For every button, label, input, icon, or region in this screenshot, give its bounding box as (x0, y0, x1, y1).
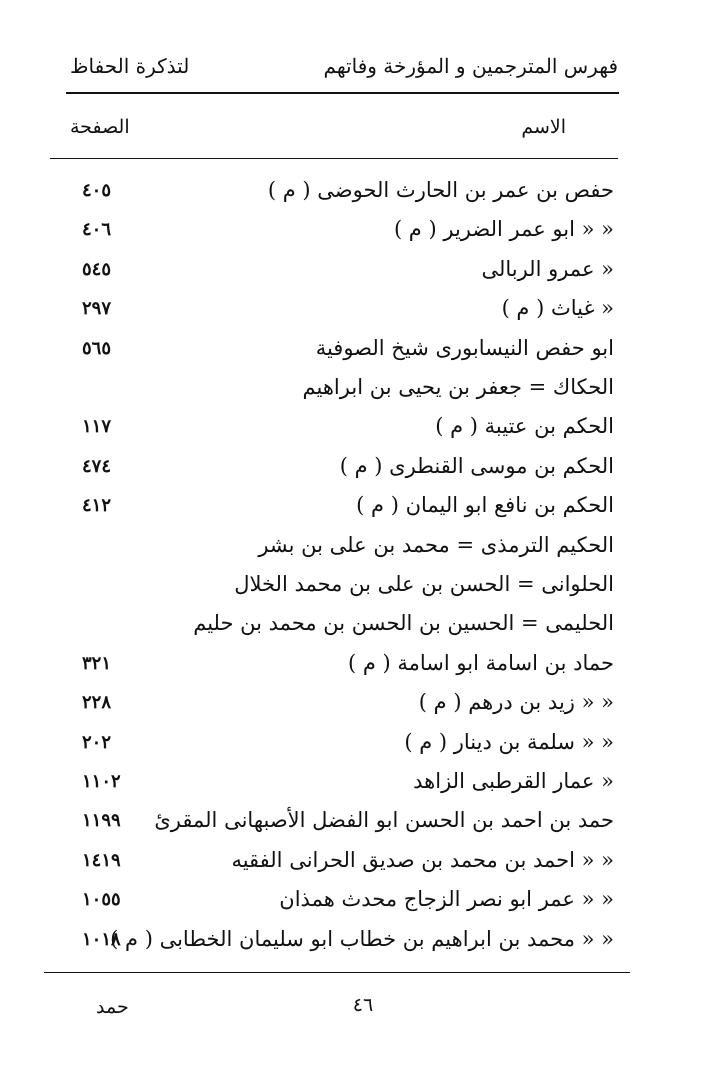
entry-page-number: ٥٦٥ (82, 337, 112, 359)
entry-name: حفص بن عمر بن الحارث الحوضى ( م ) (267, 178, 614, 202)
entry-page-number: ٤٠٥ (82, 180, 112, 201)
header-rule (66, 92, 619, 94)
index-entry-row (0, 213, 726, 253)
entry-name: « غياث ( م ) (501, 296, 614, 321)
entry-name: « عمرو الربالى (481, 256, 614, 281)
entry-page-number: ٤٠٦ (82, 219, 112, 241)
entry-page-number: ٤١٢ (82, 495, 112, 517)
index-entry-row (0, 174, 726, 214)
index-entry-row (0, 607, 726, 647)
index-entry-row (0, 332, 726, 372)
entry-name: الحكم بن عتيبة ( م ) (435, 414, 614, 439)
index-entry-row (0, 450, 726, 490)
entry-name: حماد بن اسامة ابو اسامة ( م ) (347, 650, 614, 675)
book-title: لتذكرة الحفاظ (70, 54, 190, 78)
entry-name: « « احمد بن محمد بن صديق الحرانى الفقيه (231, 847, 614, 872)
index-entry-row (0, 923, 726, 963)
entry-name: الحكم بن نافع ابو اليمان ( م ) (356, 493, 614, 518)
index-entry-row (0, 686, 726, 726)
entry-page-number: ١١٩٩ (82, 810, 121, 832)
entry-name: « « عمر ابو نصر الزجاج محدث همذان (279, 887, 614, 912)
entry-page-number: ١١٧ (82, 416, 112, 438)
index-entry-row (0, 489, 726, 529)
index-entry-row (0, 568, 726, 608)
entry-page-number: ٢٩٧ (82, 298, 112, 320)
entry-name: حمد بن احمد بن الحسن ابو الفضل الأصبهانى المقرئ (154, 808, 614, 833)
entry-page-number: ١١٠٢ (82, 771, 121, 792)
index-entry-row (0, 371, 726, 411)
index-entry-row (0, 410, 726, 450)
entry-name: « عمار القرطبى الزاهد (413, 769, 614, 793)
entry-page-number: ٤٧٤ (82, 455, 112, 477)
index-entry-row (0, 883, 726, 923)
entry-page-number: ١٤١٩ (82, 849, 121, 871)
running-word: حمد (96, 996, 129, 1018)
page-column-header: الصفحة (70, 116, 130, 138)
entry-name: « « زيد بن درهم ( م ) (418, 690, 614, 715)
entry-page-number: ١٠٥٥ (82, 889, 121, 911)
index-entry-row (0, 253, 726, 293)
name-column-header: الاسم (521, 116, 566, 138)
entry-page-number: ١٠١٨ (82, 928, 121, 950)
index-entry-row (0, 647, 726, 687)
index-title: فهرس المترجمين و المؤرخة وفاتهم (323, 54, 618, 78)
index-entry-row (0, 292, 726, 332)
entry-name: « « ابو عمر الضرير ( م ) (393, 217, 614, 242)
column-header-rule (50, 158, 618, 159)
entry-name: الحكيم الترمذى = محمد بن على بن بشر (258, 532, 614, 557)
entry-name: الحليمى = الحسين بن الحسن بن محمد بن حليم (193, 611, 614, 636)
index-entry-row (0, 804, 726, 844)
entry-page-number: ٢٢٨ (82, 692, 112, 714)
entry-name: « « سلمة بن دينار ( م ) (404, 729, 614, 754)
entry-name: الحكاك = جعفر بن يحيى بن ابراهيم (302, 375, 614, 399)
entry-page-number: ٣٢١ (82, 652, 112, 674)
index-entry-row (0, 726, 726, 766)
entry-name: الحكم بن موسى القنطرى ( م ) (339, 453, 614, 478)
index-entry-row (0, 844, 726, 884)
footer-rule (44, 972, 630, 973)
entry-name: ابو حفص النيسابورى شيخ الصوفية (315, 335, 614, 360)
index-entry-row (0, 765, 726, 805)
entry-page-number: ٥٤٥ (82, 258, 112, 280)
index-entry-row (0, 529, 726, 569)
entry-page-number: ٢٠٢ (82, 731, 112, 753)
page-number: ٤٦ (352, 994, 374, 1016)
entry-name: « « محمد بن ابراهيم بن خطاب ابو سليمان الخطابى ( م ) (110, 926, 614, 951)
entry-name: الحلوانى = الحسن بن على بن محمد الخلال (234, 572, 614, 596)
